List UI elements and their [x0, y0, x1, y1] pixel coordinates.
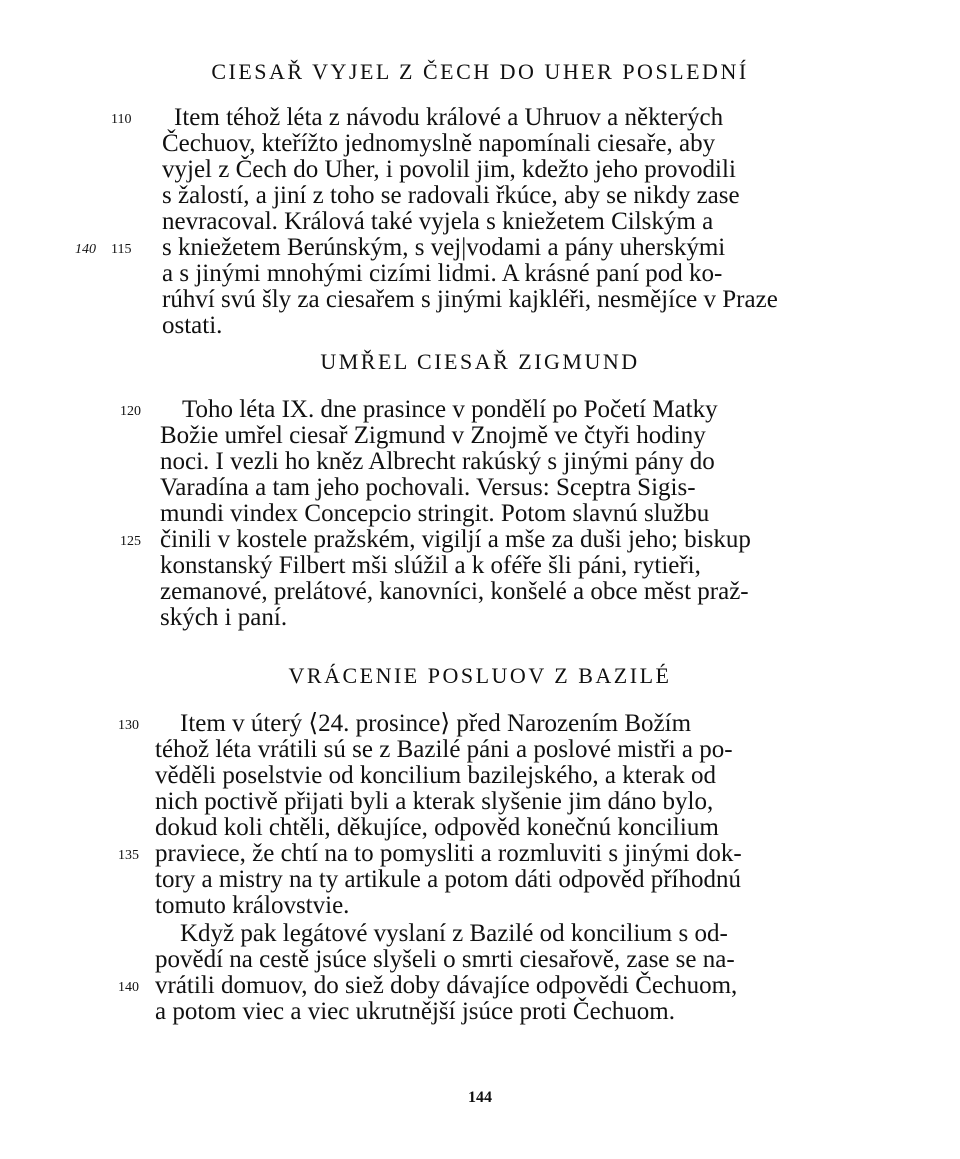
- text-line: nevracoval. Králová také vyjela s kniežetem Cilským a: [162, 208, 714, 235]
- text-line: Varadína a tam jeho pochovali. Versus: Sceptra Sigis-: [160, 474, 696, 501]
- text-line: a potom viec a viec ukrutnější jsúce proti Čechuom.: [155, 998, 675, 1025]
- text-line: činili v kostele pražském, vigiljí a mše za duši jeho; biskup: [160, 526, 751, 553]
- text-line: Čechuov, kteřížto jednomyslně napomínali ciesaře, aby: [162, 130, 716, 157]
- text-line: Božie umřel ciesař Zigmund v Znojmě ve čtyři hodiny: [160, 422, 706, 449]
- text-line: rúhví svú šly za ciesařem s jinými kajkléři, nesmějíce v Praze: [162, 286, 778, 313]
- line-number-110: 110: [111, 112, 132, 127]
- text-line: Item v úterý ⟨24. prosince⟩ před Narozením Božím: [180, 710, 692, 737]
- text-line: dokud koli chtěli, děkujíce, odpověd konečnú koncilium: [155, 814, 719, 841]
- text-line: s kniežetem Berúnským, s vej|vodami a pány uherskými: [162, 234, 726, 261]
- heading-umrel-ciesar: UMŘEL CIESAŘ ZIGMUND: [320, 349, 640, 374]
- text-line: s žalostí, a jiní z toho se radovali řkúce, aby se nikdy zase: [162, 182, 740, 209]
- line-number-130: 130: [118, 718, 139, 733]
- line-number-140: 140: [118, 980, 139, 995]
- text-line: nich poctivě přijati byli a kterak slyšenie jim dáno bylo,: [155, 788, 714, 815]
- text-line: vrátili domuov, do siež doby dávajíce odpovědi Čechuom,: [155, 972, 738, 999]
- text-line: zemanové, prelátové, kanovníci, konšelé a obce měst praž-: [160, 578, 749, 605]
- line-number-125: 125: [120, 534, 141, 549]
- line-number-120: 120: [120, 404, 141, 419]
- text-line: pověd​í na cestě jsúce slyšeli o smrti ciesařově, zase se na-: [155, 946, 735, 973]
- text-line: mundi vindex Concepcio stringit. Potom slavnú službu: [160, 500, 710, 527]
- text-line: noci. I vezli ho kněz Albrecht rakúský s jinými pány do: [160, 448, 715, 475]
- text-line: téhož léta vrátili sú se z Bazilé páni a poslové mistři a po-: [155, 736, 733, 763]
- text-line: Item téhož léta z návodu králové a Uhruov a některých: [174, 104, 724, 131]
- text-line: tory a mistry na ty artikule a potom dáti odpověd příhodnú: [155, 866, 741, 893]
- line-number-115: 115: [111, 242, 132, 257]
- page-number: 144: [468, 1089, 492, 1106]
- text-line: Toho léta IX. dne prasince v pondělí po Početí Matky: [182, 396, 718, 423]
- text-line: ských i paní.: [160, 604, 288, 631]
- text-line: a s jinými mnohými cizími lidmi. A krásné paní pod ko-: [162, 260, 723, 287]
- text-line: konstanský Filbert mši slúžil a k oféře šli páni, rytieři,: [160, 552, 701, 579]
- text-line: vyjel z Čech do Uher, i povolil jim, kdežto jeho provodili: [162, 156, 736, 183]
- text-line: praviece, že chtí na to pomysliti a rozmluviti s jinými dok-: [155, 840, 742, 867]
- text-line: věděli poselstvie od koncilium bazilejského, a kterak od: [155, 762, 716, 789]
- text-line: Když pak legátové vyslaní z Bazilé od koncilium s od-: [180, 920, 728, 947]
- margin-page-reference: 140: [75, 242, 96, 257]
- text-line: ostati.: [162, 312, 223, 339]
- text-line: tomuto královstvie.: [155, 892, 350, 919]
- line-number-135: 135: [118, 848, 139, 863]
- heading-ciesar-vyjel: CIESAŘ VYJEL Z ČECH DO UHER POSLEDNÍ: [211, 59, 749, 84]
- heading-vracenie-posluov: VRÁCENIE POSLUOV Z BAZILÉ: [288, 663, 672, 688]
